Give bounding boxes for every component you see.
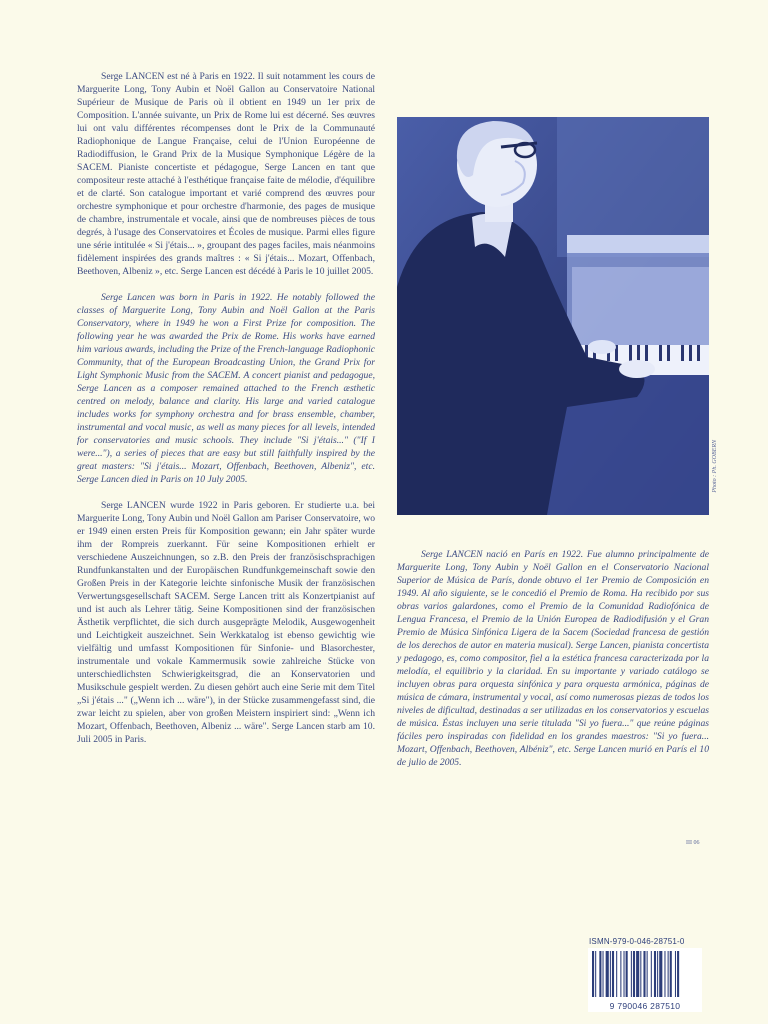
composer-photo — [397, 117, 709, 515]
photo-credit: Photo : Ph. GOBERN — [712, 440, 718, 493]
biography-english: Serge Lancen was born in Paris in 1922. He notably followed the classes of Marguerite Long, Tony Aubin and Noël Gallon at the Paris Conservatory, where in 1949 he won a First Prize for composition. The following year he was awarded the Prix de Rome. His works have earned him various awards, including the Prize of the French-language Radiophonic Community, that of the European Broadcasting Union, the Grand Prix for Light Symphonic Music from the SACEM. A concert pianist and pedagogue, Serge Lancen as a composer remained attached to the French æsthetic centred on melody, balance and clarity. His large and varied catalogue includes works for symphony orchestra and for brass ensemble, chamber, instrumental and vocal music, as well as many pieces for all levels, intended for conservatories and music schools. They include "Si j'étais..." ("If I were..."), a series of pieces that are easy but still faithfully inspired by the great masters: "Si j'étais... Mozart, Offenbach, Beethoven, Albeniz", etc. Serge Lancen died in Paris on 10 July 2005. — [77, 292, 375, 485]
left-column — [77, 70, 375, 759]
biography-spanish: Serge LANCEN nació en París en 1922. Fue alumno principalmente de Marguerite Long, Tony Aubin y Noël Gallon en el Conservatorio Nacional Superior de Música de París, donde obtuvo el 1er Premio de Composición en 1949. Al año siguiente, se le concedió el Premio de Roma. Ha recibido por sus obras varios galardones, como el Premio de la Comunidad Radiofónica de Lengua Francesa, el Premio de la Unión Europea de Radiodifusión y el Gran Premio de Música Sinfónica Ligera de la Sacem (Sociedad francesa de gestión de los derechos de autor en materia musical). Serge Lancen, pianista concertista y pedagogo, es, como compositor, fiel a la estética francesa caracterizada por la melodía, el equilibrio y la claridad. En su importante y variado catálogo se incluyen obras para orquesta sinfónica y para orquesta armónica, páginas de música de cámara, instrumental y vocal, así como numerosas piezas de todos los niveles de dificultad, destinadas a ser utilizadas en los conservatorios y escuelas de música. Éstas incluyen una serie titulada "Si yo fuera..." que reúne páginas fáciles pero inspiradas con fidelidad en los grandes maestros: "Si yo fuera... Mozart, Offenbach, Beethoven, Albéniz", etc. Serge Lancen murió en París el 10 de julio de 2005. — [397, 549, 709, 768]
biography-french: Serge LANCEN est né à Paris en 1922. Il suit notamment les cours de Marguerite Long, Tony Aubin et Noël Gallon au Conservatoire National Supérieur de Musique de Paris où il obtient en 1949 un 1er prix de Composition. L'année suivante, un Prix de Rome lui est décerné. Ses œuvres lui ont valu différentes récompenses dont le Prix de la Communauté Radiophonique de Langue Française, celui de l'Union Européenne de Radiodiffusion, le Grand Prix de la Musique Symphonique Légère de la SACEM. Pianiste concertiste et pédagogue, Serge Lancen en tant que compositeur reste attaché à l'esthétique française faite de mélodie, d'équilibre et de clarté. Son catalogue important et varié comprend des œuvres pour orchestre symphonique et pour orchestre d'harmonie, des pages de musique de chambre, instrumentale et vocale, ainsi que de nombreuses pièces de tous degrés, à l'usage des Conservatoires et Écoles de musique. Parmi elles figure une série intitulée « Si j'étais... », groupant des pages faciles, mais néanmoins fidèlement inspirées des grands maîtres : « Si j'étais... Mozart, Offenbach, Beethoven, Albeniz », etc. Serge Lancen est décédé à Paris le 10 juillet 2005. — [77, 71, 375, 277]
right-column — [397, 548, 709, 782]
reference-code: III 06 — [686, 840, 700, 846]
barcode — [588, 948, 702, 1012]
ismn-label: ISMN-979-0-046-28751-0 — [589, 937, 685, 946]
biography-german: Serge LANCEN wurde 1922 in Paris geboren. Er studierte u.a. bei Marguerite Long, Tony Aubin und Noël Gallon am Pariser Conservatoire, wo er 1949 einen ersten Preis für Komposition gewann; ein Jahr später wurde ihm der Rompreis zuerkannt. Für seine Kompositionen erhielt er verschiedene Auszeichnungen, so z.B. den Preis der französischsprachigen Rundfunkanstalten und der Europäischen Rundfunkgemeinschaft sowie den Großen Preis in der Kategorie leichte sinfonische Musik der französischen Verwertungsgesellschaft SACEM. Serge Lancen tritt als Konzertpianist auf und ist auch als Lehrer tätig. Seine Kompositionen sind der französischen Ästhetik verpflichtet, die sich durch ausgeprägte Melodik, Ausgewogenheit und Leichtigkeit auszeichnet. Sein Werkkatalog ist ebenso gewichtig wie vielfältig und umfasst Kompositionen für Sinfonie- und Blasorchester, instrumentale und vokale Kammermusik sowie zahlreiche Stücke von unterschiedlichsten Schwierigkeitsgrad, die an Konservatorien und Musikschule gespielt werden. Zu diesen gehört auch eine Serie mit dem Titel „Si j'étais ..." („Wenn ich ... wäre"), in der Stücke zusammengefasst sind, die zwar leicht zu spielen, aber von großen Meistern inspiriert sind: „Wenn ich Mozart, Offenbach, Beethoven, Albeniz ... wäre". Serge Lancen starb am 10. Juli 2005 in Paris. — [77, 500, 375, 745]
barcode-number: 9 790046 287510 — [588, 1001, 702, 1011]
